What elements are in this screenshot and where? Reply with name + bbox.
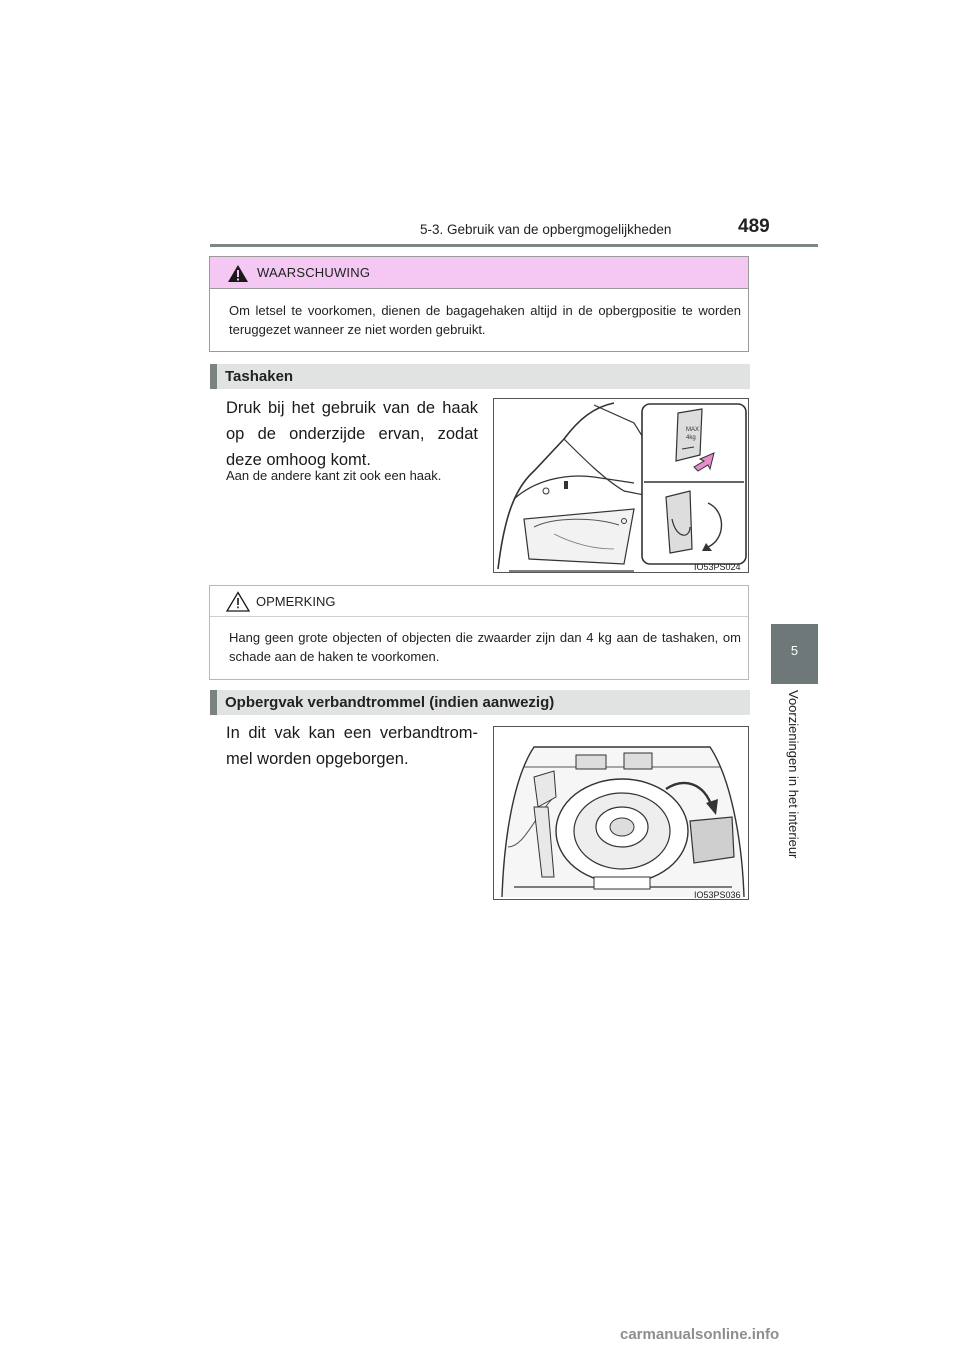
hooks-body-text: Druk bij het gebruik van de haak op de onderzijde ervan, zodat deze omhoog komt. bbox=[226, 399, 478, 469]
image-code-hooks: IO53PS024 bbox=[694, 562, 741, 572]
luggage-hook-illustration bbox=[493, 398, 749, 573]
caution-triangle-icon bbox=[226, 591, 250, 612]
section-title-hooks: Tashaken bbox=[225, 368, 294, 385]
page-number: 489 bbox=[738, 216, 770, 237]
watermark: carmanualsonline.info bbox=[620, 1326, 780, 1343]
warning-title: WAARSCHUWING bbox=[257, 265, 371, 280]
spare-wheel-compartment-drawing bbox=[494, 727, 749, 900]
chapter-label-area bbox=[770, 690, 818, 890]
section-heading-hooks bbox=[210, 364, 750, 389]
note-title: OPMERKING bbox=[256, 594, 336, 609]
warning-text: Om letsel te voorkomen, dienen de bagagehaken altijd in de opbergpositie te worden teruggezet wanneer ze niet worden gebruikt. bbox=[229, 303, 741, 337]
header-rule bbox=[210, 244, 818, 247]
hooks-subnote: Aan de andere kant zit ook een haak. bbox=[226, 468, 442, 483]
firstaid-compartment-illustration bbox=[493, 726, 749, 900]
hook-max-label: MAX bbox=[686, 427, 700, 433]
image-code-firstaid: IO53PS036 bbox=[694, 890, 741, 900]
warning-box bbox=[209, 256, 749, 352]
warning-triangle-icon bbox=[227, 264, 249, 283]
chapter-label: Voorzieningen in het interieur bbox=[786, 690, 801, 859]
running-header-title: 5-3. Gebruik van de opbergmogelijkheden bbox=[420, 222, 672, 237]
note-text: Hang geen grote objecten of objecten die zwaarder zijn dan 4 kg aan de tashaken, om schade aan de haken te voorkomen. bbox=[229, 630, 741, 664]
trunk-hook-drawing bbox=[494, 399, 749, 573]
chapter-tab bbox=[771, 624, 818, 684]
section-heading-firstaid bbox=[210, 690, 750, 715]
note-box bbox=[209, 585, 749, 680]
warning-header bbox=[210, 257, 748, 289]
chapter-number: 5 bbox=[790, 643, 799, 658]
hook-weight-label: 4kg bbox=[686, 435, 696, 441]
firstaid-body-text: In dit vak kan een verbandtrom-mel worden opgeborgen. bbox=[226, 724, 478, 768]
note-header-divider bbox=[210, 616, 748, 617]
section-title-firstaid: Opbergvak verbandtrommel (indien aanwezig) bbox=[225, 694, 555, 711]
